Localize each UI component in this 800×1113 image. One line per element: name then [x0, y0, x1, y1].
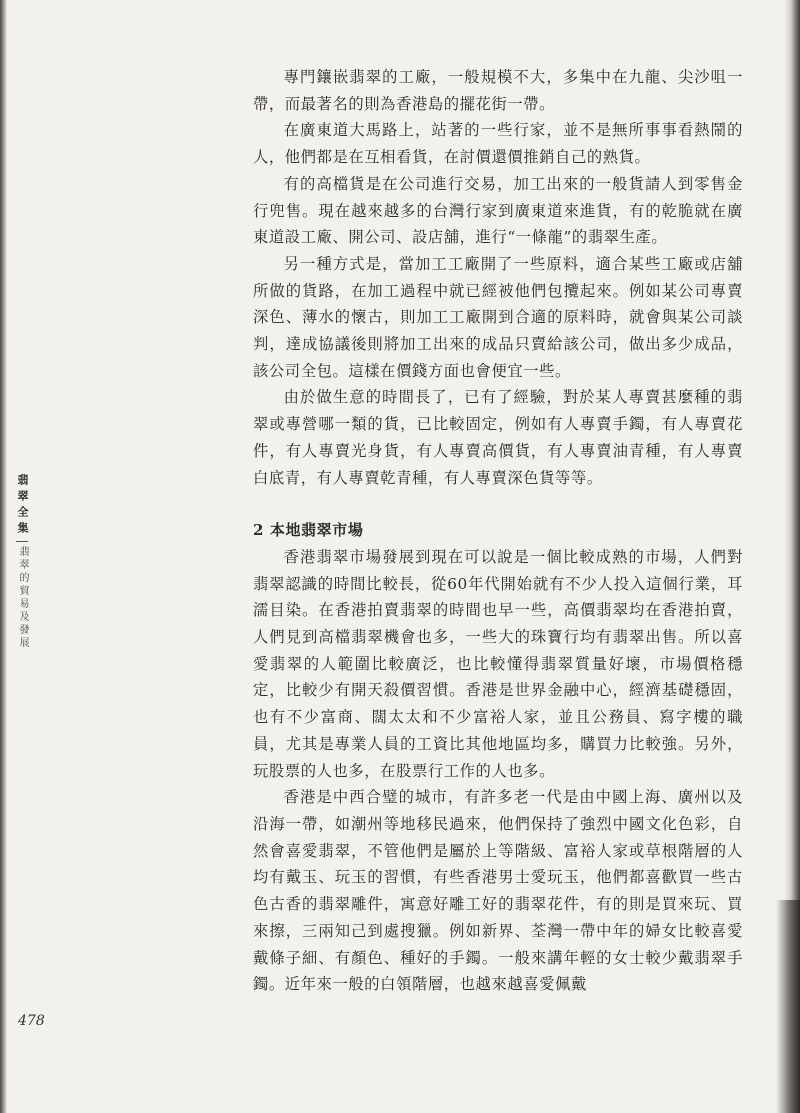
section-heading: 2 本地翡翠市場	[253, 521, 364, 540]
side-running-title	[12, 474, 32, 650]
paragraph: 另一種方式是，當加工工廠開了一些原料，適合某些工廠或店舖所做的貨路，在加工過程中就已經被他們包攬起來。例如某公司專賣深色、薄水的懷古，則加工工廠開到合適的原料時，就會與某公司談判，達成協議後則將加工出來的成品只賣給該公司，做出多少成品，該公司全包。這樣在價錢方面也會便宜一些。	[253, 254, 743, 380]
paragraph: 專門鑲嵌翡翠的工廠，一般規模不大，多集中在九龍、尖沙咀一帶，而最著名的則為香港島的擺花街一帶。	[253, 68, 743, 113]
paragraph: 有的高檔貨是在公司進行交易，加工出來的一般貨請人到零售金行兜售。現在越來越多的台灣行家到廣東道來進貨，有的乾脆就在廣東道設工廠、開公司、設店舖，進行“一條龍”的翡翠生產。	[253, 174, 743, 247]
page-left-shadow	[0, 0, 7, 1113]
page-number: 478	[18, 1013, 45, 1029]
paragraph: 香港翡翠市場發展到現在可以說是一個比較成熟的市場，人們對翡翠認識的時間比較長，從60年代開始就有不少人投入這個行業，耳濡目染。在香港拍賣翡翠的時間也早一些，高價翡翠均在香港拍賣，人們見到高檔翡翠機會也多，一些大的珠寶行均有翡翠出售。所以喜愛翡翠的人範圍比較廣泛，也比較懂得翡翠質量好壞，市場價格穩定，比較少有開天殺價習慣。香港是世界金融中心，經濟基礎穩固，也有不少富商、闊太太和不少富裕人家，並且公務員、寫字樓的職員，尤其是專業人員的工資比其他地區均多，購買力比較強。另外，玩股票的人也多，在股票行工作的人也多。	[253, 547, 743, 780]
paragraph: 香港是中西合璧的城市，有許多老一代是由中國上海、廣州以及沿海一帶，如潮州等地移民過來，他們保持了強烈中國文化色彩，自然會喜愛翡翠，不管他們是屬於上等階級、富裕人家或草根階層的人均有戴玉、玩玉的習慣，有些香港男士愛玩玉，他們都喜歡買一些古色古香的翡翠雕件，寓意好雕工好的翡翠花件，有的則是買來玩、買來擦，三兩知己到處搜獵。例如新界、荃灣一帶中年的婦女比較喜愛戴條子細、有顏色、種好的手鐲。一般來講年輕的女士較少戴翡翠手鐲。近年來一般的白領階層，也越來越喜愛佩戴	[253, 788, 743, 994]
page-right-shadow-bottom	[776, 900, 800, 1113]
paragraph: 由於做生意的時間長了，已有了經驗，對於某人專賣甚麼種的翡翠或專營哪一類的貨，已比較固定，例如有人專賣手鐲，有人專賣花件，有人專賣光身貨，有人專賣高價貨，有人專賣油青種，有人專賣白底青，有人專賣乾青種，有人專賣深色貨等等。	[253, 388, 743, 487]
chapter-title: 翡翠的貿易及發展	[17, 546, 28, 650]
paragraph: 在廣東道大馬路上，站著的一些行家，並不是無所事事看熱鬧的人，他們都是在互相看貨，在討價還價推銷自己的熟貨。	[253, 121, 743, 167]
book-title: 翡翠全集	[16, 474, 29, 538]
side-title-divider	[16, 541, 28, 542]
body-text	[253, 64, 743, 998]
